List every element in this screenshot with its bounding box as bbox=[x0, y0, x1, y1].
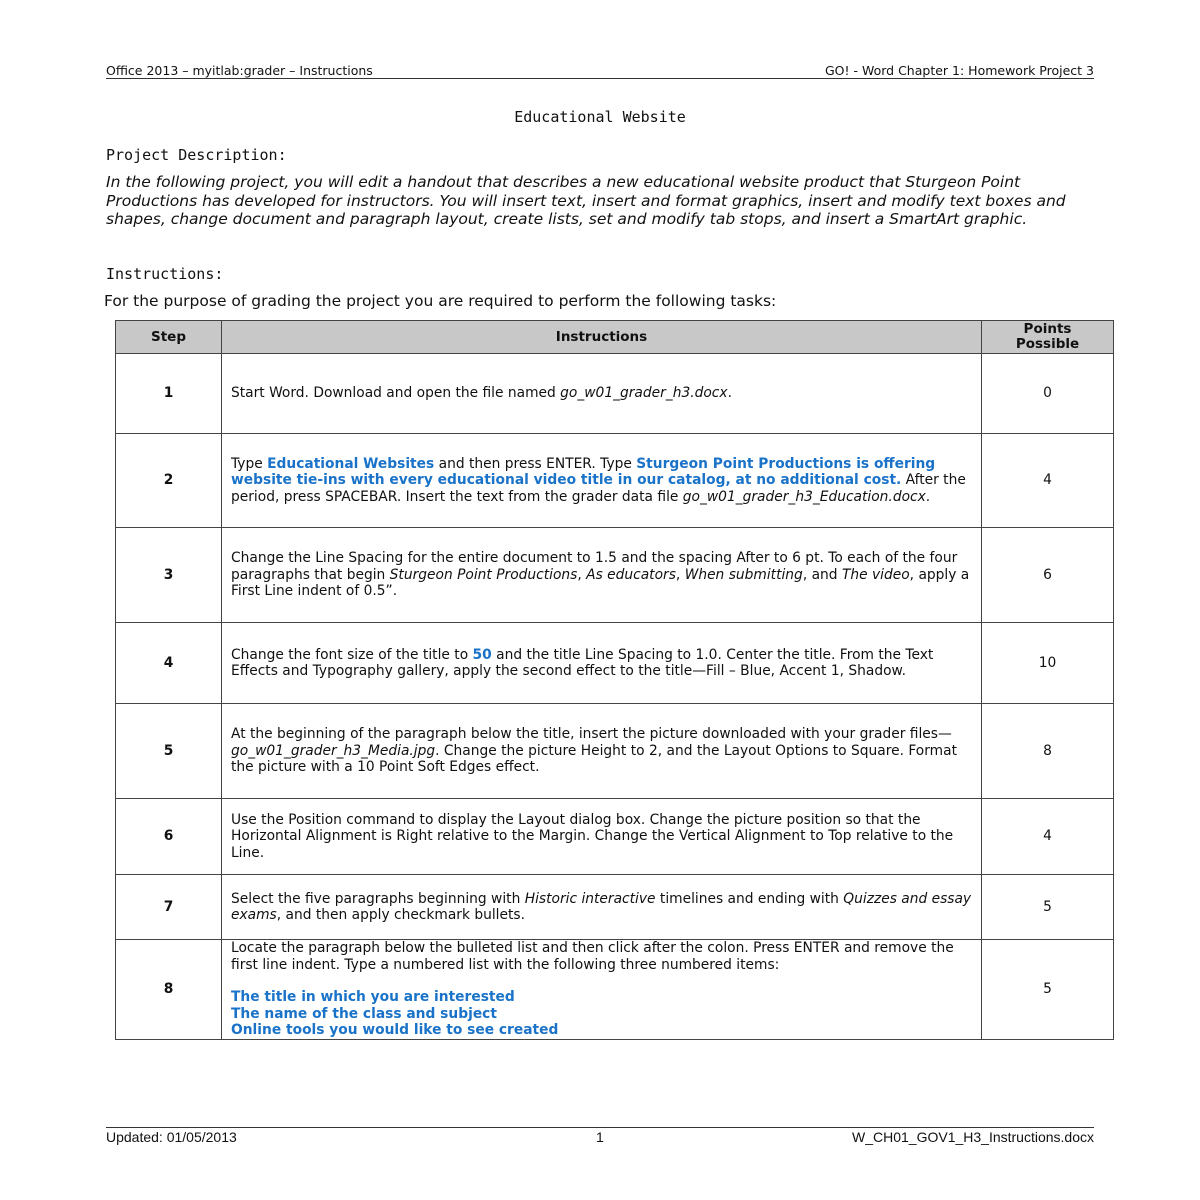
table-row bbox=[116, 354, 1114, 434]
step-instructions bbox=[222, 704, 982, 799]
table-row bbox=[116, 799, 1114, 875]
header-right: GO! - Word Chapter 1: Homework Project 3 bbox=[824, 63, 1094, 78]
text-run: After the period, press SPACEBAR. Insert the text from the grader data file bbox=[231, 472, 966, 505]
step-number: 7 bbox=[116, 875, 222, 940]
step-number: 3 bbox=[116, 528, 222, 623]
list-item: The title in which you are interested bbox=[231, 989, 515, 1005]
header-points: Points Possible bbox=[982, 321, 1114, 354]
paragraph-start: Sturgeon Point Productions bbox=[389, 566, 578, 583]
points-value: 8 bbox=[982, 704, 1114, 799]
list-item: The name of the class and subject bbox=[231, 1005, 497, 1022]
table-row bbox=[116, 704, 1114, 799]
points-value: 4 bbox=[982, 799, 1114, 875]
text-run: , apply a First Line indent of 0.5”. bbox=[231, 566, 970, 600]
paragraph-start: The video bbox=[841, 566, 910, 583]
step-instructions bbox=[222, 623, 982, 704]
step-number: 8 bbox=[116, 940, 222, 1040]
paragraph-start: As educators bbox=[586, 566, 676, 583]
points-value: 0 bbox=[982, 354, 1114, 434]
header-instructions: Instructions bbox=[222, 321, 982, 354]
text-run: , bbox=[675, 566, 685, 583]
text-run: Locate the paragraph below the bulleted list and then click after the colon. Press ENTER and remove the first line indent. Type a numbered list with the following three numbered items: bbox=[231, 940, 954, 973]
list-item: Online tools you would like to see created bbox=[231, 1022, 559, 1038]
points-value: 5 bbox=[982, 940, 1114, 1040]
text-run: Change the font size of the title to bbox=[231, 646, 473, 663]
text-run: and the title Line Spacing to 1.0. Center the title. From the Text Effects and Typography gallery, apply the second effect to the title—Fill – Blue, Accent 1, Shadow. bbox=[231, 646, 934, 679]
points-value: 4 bbox=[982, 434, 1114, 528]
step-number: 1 bbox=[116, 354, 222, 434]
typed-text: Sturgeon Point Productions is offering website tie-ins with every educational video title in our catalog, at no additional cost. bbox=[231, 455, 936, 489]
points-value: 5 bbox=[982, 875, 1114, 940]
text-run: . bbox=[727, 385, 732, 402]
paragraph-start: Quizzes and essay exams bbox=[231, 890, 972, 923]
instructions-intro: For the purpose of grading the project you are required to perform the following tasks: bbox=[104, 292, 777, 310]
footer-filename: W_CH01_GOV1_H3_Instructions.docx bbox=[852, 1129, 1094, 1145]
table-row bbox=[116, 940, 1114, 1040]
points-value: 6 bbox=[982, 528, 1114, 623]
step-instructions bbox=[222, 940, 982, 1040]
text-run: Change the Line Spacing for the entire document to 1.5 and the spacing After to 6 pt. To each of the four paragraphs that begin bbox=[231, 550, 958, 583]
text-run: and then press ENTER. Type bbox=[434, 455, 637, 472]
text-run: timelines and ending with bbox=[655, 890, 844, 907]
header-left: Office 2013 – myitlab:grader – Instructions bbox=[106, 63, 373, 78]
file-name: go_w01_grader_h3_Media.jpg bbox=[231, 742, 436, 759]
step-instructions bbox=[222, 528, 982, 623]
text-run: , bbox=[577, 566, 587, 583]
text-run: At the beginning of the paragraph below the title, insert the picture downloaded with your grader files— bbox=[231, 726, 952, 743]
text-run: , and bbox=[802, 566, 842, 583]
table-row bbox=[116, 528, 1114, 623]
text-run: Select the five paragraphs beginning with bbox=[231, 890, 525, 907]
step-instructions bbox=[222, 354, 982, 434]
step-instructions bbox=[222, 434, 982, 528]
table-row bbox=[116, 875, 1114, 940]
step-instructions bbox=[222, 799, 982, 875]
paragraph-start: Historic interactive bbox=[524, 890, 656, 907]
text-run: Start Word. Download and open the file named bbox=[231, 385, 561, 402]
table-header-row bbox=[116, 321, 1114, 354]
blank-line bbox=[231, 973, 972, 989]
project-description-text: In the following project, you will edit a handout that describes a new educational website product that Sturgeon Point Productions has developed for instructors. You will insert text, insert and format graphics, insert and modify text boxes and shapes, change document and paragraph layout, create lists, set and modify tab stops, and insert a SmartArt graphic. bbox=[106, 173, 1066, 228]
instructions-table bbox=[115, 320, 1114, 1040]
file-name: go_w01_grader_h3_Education.docx bbox=[682, 488, 926, 505]
text-run: Type bbox=[231, 455, 268, 472]
instructions-heading: Instructions: bbox=[106, 265, 224, 283]
paragraph-start: When submitting bbox=[684, 566, 803, 583]
typed-text: Educational Websites bbox=[267, 455, 435, 472]
step-instructions bbox=[222, 875, 982, 940]
typed-text: 50 bbox=[472, 646, 492, 663]
table-row bbox=[116, 434, 1114, 528]
page-header bbox=[106, 62, 1094, 79]
step-number: 4 bbox=[116, 623, 222, 704]
table-row bbox=[116, 623, 1114, 704]
header-step: Step bbox=[116, 321, 222, 354]
step-number: 5 bbox=[116, 704, 222, 799]
step-number: 6 bbox=[116, 799, 222, 875]
footer-updated: Updated: 01/05/2013 bbox=[106, 1129, 237, 1145]
page-footer bbox=[106, 1127, 1094, 1145]
document-title: Educational Website bbox=[514, 108, 686, 126]
footer-page-number: 1 bbox=[596, 1129, 604, 1145]
step-number: 2 bbox=[116, 434, 222, 528]
text-run: , and then apply checkmark bullets. bbox=[276, 907, 525, 923]
text-run: . Change the picture Height to 2, and the Layout Options to Square. Format the picture with a 10 Point Soft Edges effect. bbox=[231, 742, 957, 776]
points-value: 10 bbox=[982, 623, 1114, 704]
project-description-heading: Project Description: bbox=[106, 146, 287, 164]
file-name: go_w01_grader_h3.docx bbox=[560, 385, 728, 402]
text-run: . bbox=[925, 488, 931, 505]
text-run: Use the Position command to display the Layout dialog box. Change the picture position so that the Horizontal Alignment is Right relative to the Margin. Change the Vertical Alignment to Top relative to the Line. bbox=[231, 811, 954, 861]
